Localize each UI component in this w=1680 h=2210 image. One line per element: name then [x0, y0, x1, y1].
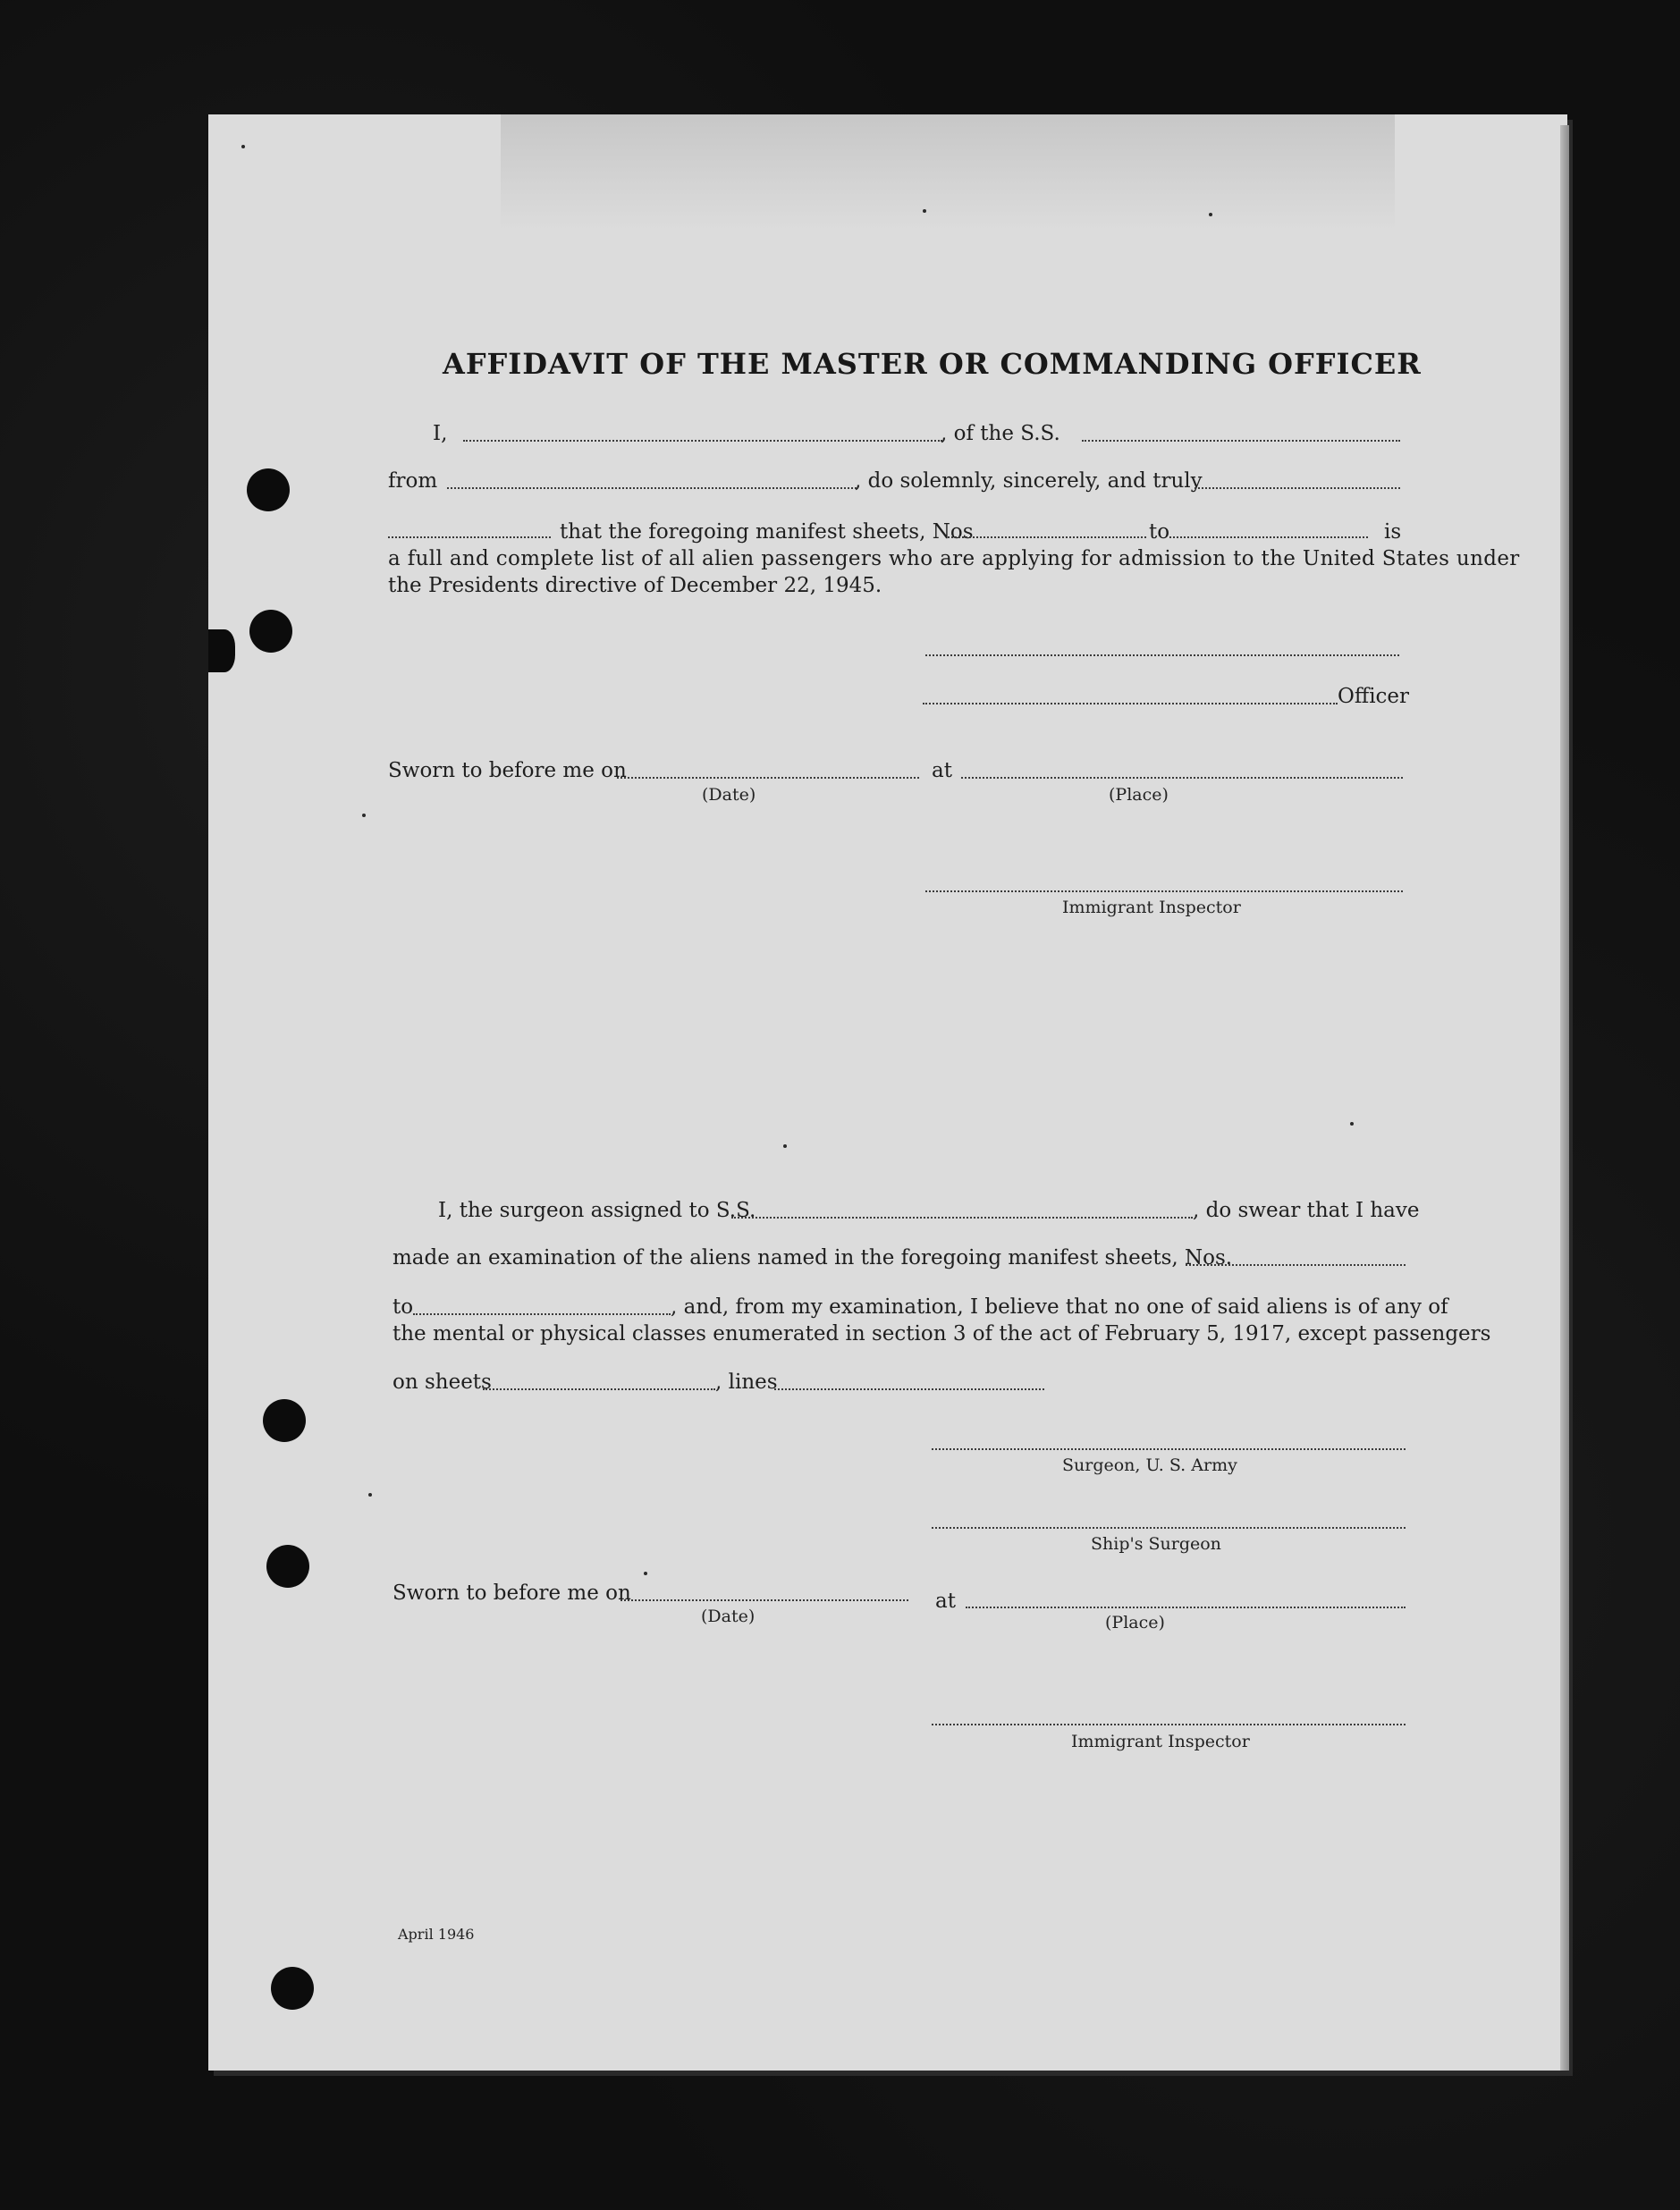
surgeon-place-caption: (Place) — [1105, 1613, 1165, 1632]
sworn-place-line[interactable] — [961, 777, 1403, 779]
surgeon-sworn-label: Sworn to before me on — [393, 1582, 631, 1605]
binder-hole — [263, 1399, 306, 1442]
swear-label: , do swear that I have — [1193, 1199, 1420, 1222]
sworn-date-line[interactable] — [617, 777, 919, 779]
surgeon-at-label: at — [935, 1590, 956, 1613]
surgeon-ship-line[interactable] — [731, 1217, 1193, 1219]
document-page — [208, 114, 1567, 2071]
page-title: AFFIDAVIT OF THE MASTER OR COMMANDING OFFICER — [443, 347, 1422, 381]
binder-hole — [271, 1967, 314, 2010]
exam-sheets-to-line[interactable] — [413, 1313, 671, 1315]
belief-label: , and, from my examination, I believe that no one of said aliens is of any of — [671, 1295, 1448, 1319]
to-label: to — [1149, 520, 1170, 544]
ship-surgeon-caption: Ship's Surgeon — [1091, 1534, 1221, 1554]
manifest-label: that the foregoing manifest sheets, Nos — [560, 520, 974, 544]
from-label: from — [388, 469, 438, 493]
binder-hole — [266, 1545, 309, 1588]
officer-label: Officer — [1338, 685, 1410, 708]
speck — [923, 209, 926, 213]
date-caption: (Date) — [702, 785, 756, 805]
army-surgeon-caption: Surgeon, U. S. Army — [1062, 1455, 1237, 1475]
binder-hole — [247, 468, 290, 511]
binder-hole — [249, 610, 292, 653]
oath-line[interactable] — [1195, 487, 1400, 489]
army-surgeon-signature-line[interactable] — [932, 1448, 1406, 1450]
speck — [644, 1572, 647, 1575]
master-text-line-2: a full and complete list of all alien passengers who are applying for admission to the United States under — [388, 547, 1520, 570]
speck — [241, 145, 245, 148]
is-label: is — [1384, 520, 1402, 544]
master-name-line[interactable] — [463, 440, 942, 442]
exception-lines-line[interactable] — [774, 1388, 1044, 1390]
from-port-line[interactable] — [447, 487, 857, 489]
form-date: April 1946 — [398, 1926, 475, 1943]
exception-sheets-line[interactable] — [483, 1388, 715, 1390]
sheets-to-line[interactable] — [1169, 536, 1368, 538]
of-ss-label: , of the S.S. — [941, 422, 1060, 445]
speck — [783, 1144, 787, 1148]
classes-label: the mental or physical classes enumerated in section 3 of the act of February 5, 1917, except passengers — [393, 1322, 1491, 1345]
surgeon-sworn-place-line[interactable] — [966, 1607, 1406, 1608]
i-label: I, — [433, 422, 448, 445]
speck — [1350, 1122, 1354, 1126]
sheets-label: on sheets — [393, 1371, 492, 1394]
master-signature-line[interactable] — [925, 654, 1399, 656]
ship-name-line[interactable] — [1082, 440, 1400, 442]
exam-sheets-line[interactable] — [1186, 1264, 1406, 1266]
oath-continuation-line[interactable] — [388, 536, 551, 538]
surgeon-assigned-label: I, the surgeon assigned to S.S. — [438, 1199, 756, 1222]
sworn-label: Sworn to before me on — [388, 759, 627, 782]
speck — [1209, 213, 1212, 216]
surgeon-sworn-date-line[interactable] — [621, 1599, 908, 1601]
lines-label: , lines — [715, 1371, 778, 1394]
surgeon-to-label: to — [393, 1295, 414, 1319]
surgeon-inspector-caption: Immigrant Inspector — [1071, 1732, 1250, 1751]
solemnly-label: , do solemnly, sincerely, and truly — [855, 469, 1203, 493]
at-label: at — [932, 759, 952, 782]
speck — [362, 814, 366, 817]
surgeon-date-caption: (Date) — [701, 1607, 756, 1626]
inspector-signature-line[interactable] — [925, 890, 1403, 892]
surgeon-inspector-signature-line[interactable] — [932, 1724, 1406, 1725]
inspector-caption: Immigrant Inspector — [1062, 898, 1241, 917]
master-text-line-3: the Presidents directive of December 22, 1945. — [388, 574, 882, 597]
place-caption: (Place) — [1109, 785, 1169, 805]
exam-label: made an examination of the aliens named in the foregoing manifest sheets, Nos. — [393, 1246, 1233, 1269]
faded-stamp-area — [501, 114, 1395, 231]
paper-tear — [208, 629, 235, 672]
ship-surgeon-signature-line[interactable] — [932, 1527, 1406, 1529]
speck — [368, 1493, 372, 1497]
officer-signature-line[interactable] — [923, 703, 1338, 704]
page-edge — [1560, 125, 1569, 2071]
sheets-from-line[interactable] — [948, 536, 1146, 538]
